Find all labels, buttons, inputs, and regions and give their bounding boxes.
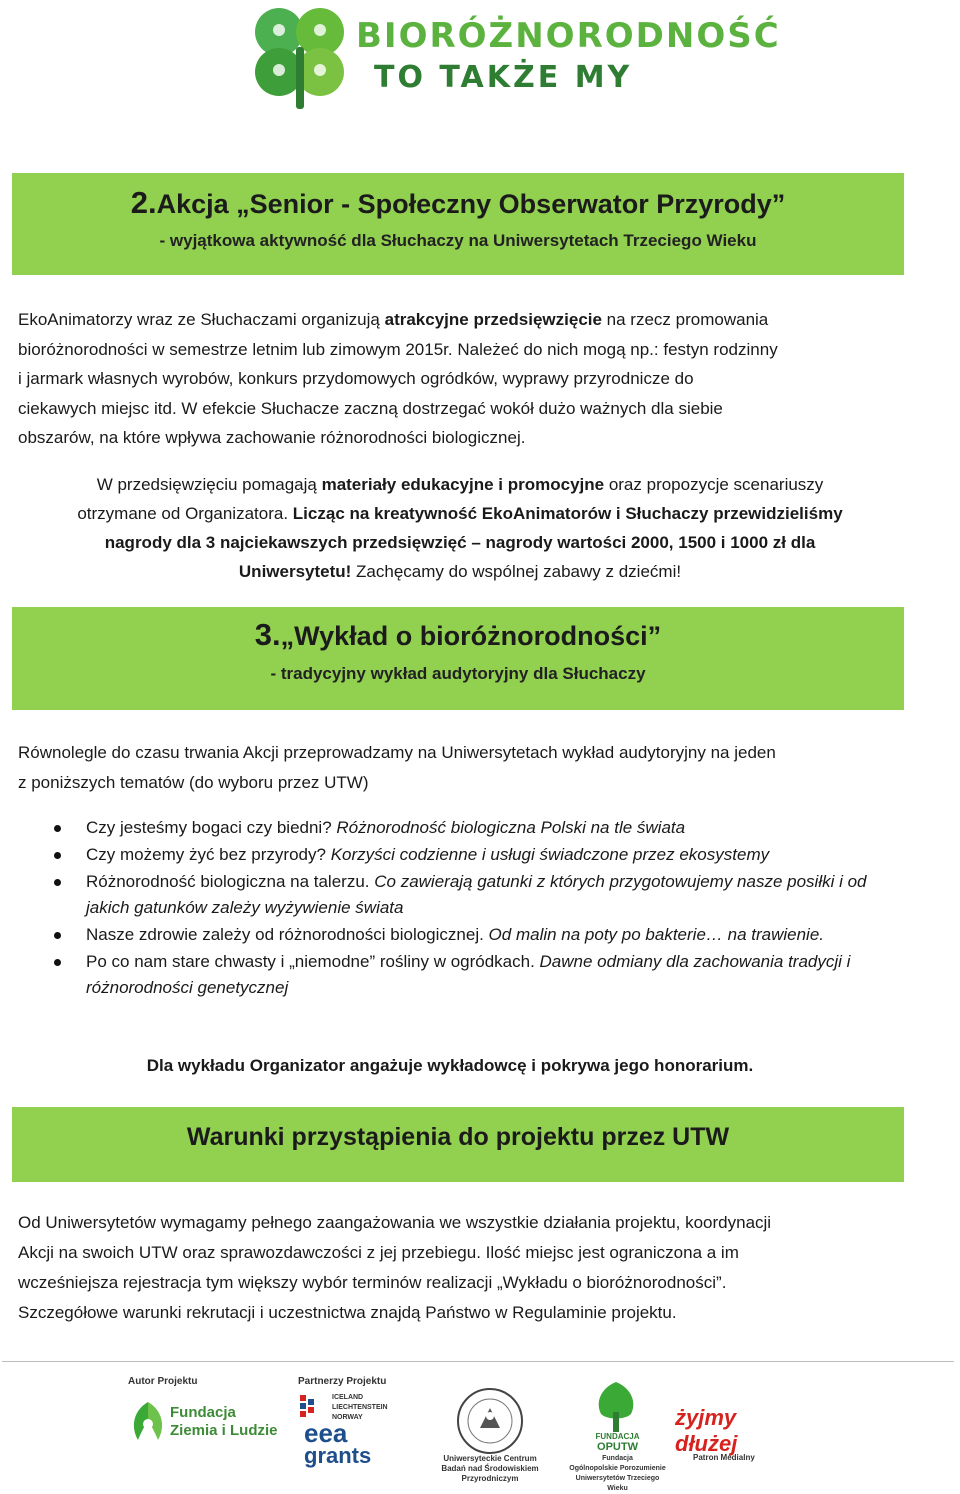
paragraph-lecture-intro	[18, 738, 918, 798]
text-bold: atrakcyjne przedsięwzięcie	[384, 310, 602, 329]
bullet-icon	[54, 825, 61, 832]
text-bold: materiały edukacyjne i promocyjne	[321, 475, 605, 494]
text-line: wcześniejsza rejestracja tym większy wybór terminów realizacji „Wykładu o bioróżnorodności”.	[18, 1273, 727, 1292]
text-line: Szczegółowe warunki rekrutacji i uczestnictwa znajdą Państwo w Regulaminie projektu.	[18, 1303, 677, 1322]
patron-label: Patron Medialny	[693, 1453, 755, 1462]
topic-text: Różnorodność biologiczna na talerzu.	[86, 872, 375, 891]
uw-caption-line: Badań nad Środowiskiem	[441, 1464, 539, 1473]
bullet-icon	[54, 879, 61, 886]
text-line: Od Uniwersytetów wymagamy pełnego zaangażowania we wszystkie działania projektu, koordynacji	[18, 1213, 772, 1232]
footer-divider	[2, 1361, 954, 1362]
text-line: z poniższych tematów (do wyboru przez UTW)	[18, 773, 369, 792]
eea-country: ICELAND	[332, 1394, 364, 1401]
section-2-banner	[12, 173, 904, 275]
bullet-icon	[54, 932, 61, 939]
logo-tagline: TO TAKŻE MY	[374, 60, 633, 95]
section-2-subtitle: - wyjątkowa aktywność dla Słuchaczy na Uniwersytetach Trzeciego Wieku	[159, 231, 757, 250]
clover-icon	[246, 2, 356, 112]
topic-italic: Dawne odmiany dla zachowania tradycji i różnorodności genetycznej	[86, 952, 851, 997]
uw-caption	[440, 1454, 540, 1484]
topic-italic: Różnorodność biologiczna Polski na tle świata	[336, 818, 686, 837]
lecture-topics-list	[54, 815, 904, 1002]
paragraph-action-description	[18, 305, 918, 453]
bullet-icon	[54, 852, 61, 859]
text-line: bioróżnorodności w semestrze letnim lub zimowym 2015r. Należeć do nich mogą np.: festyn rodzinny	[18, 339, 778, 359]
list-item	[54, 922, 904, 948]
oputw-caption-line: Fundacja	[602, 1455, 633, 1462]
text-line: Akcji na swoich UTW oraz sprawozdawczości z jej przebiegu. Ilość miejsc jest ograniczona a im	[18, 1243, 739, 1262]
oputw-badge	[565, 1432, 670, 1452]
oputw-line: FUNDACJA	[595, 1432, 640, 1441]
list-item	[54, 815, 904, 841]
text-line: ciekawych miejsc itd. W efekcie Słuchacze zaczną dostrzegać wokół dużo ważnych dla siebie	[18, 398, 723, 418]
section-2-title	[12, 185, 904, 221]
text-span: Zachęcamy do wspólnej zabawy z dziećmi!	[351, 562, 682, 581]
leaf-people-icon	[128, 1400, 168, 1446]
uw-logo	[440, 1386, 540, 1484]
uw-caption-line: Uniwersyteckie Centrum	[443, 1454, 537, 1463]
grants-word: grants	[304, 1443, 372, 1468]
section-4-banner	[12, 1107, 904, 1182]
text-span: otrzymane od Organizatora.	[77, 504, 293, 523]
list-item	[54, 842, 904, 868]
section-3-number: 3.	[254, 617, 281, 652]
topic-italic: Co zawierają gatunki z których przygotowujemy nasze posiłki i od jakich gatunków zależy wyżywienie świata	[86, 872, 867, 917]
text-bold: nagrody dla 3 najciekawszych przedsięwzięć – nagrody wartości 2000, 1500 i 1000 zł dla	[104, 533, 816, 552]
section-3-subtitle: - tradycyjny wykład audytoryjny dla Słuchaczy	[270, 664, 646, 683]
text-bold: Licząc na kreatywność EkoAnimatorów i Słuchaczy przewidzieliśmy	[292, 504, 843, 523]
section-4-title: Warunki przystąpienia do projektu przez UTW	[186, 1123, 730, 1151]
partners-label: Partnerzy Projektu	[298, 1376, 387, 1387]
paragraph-conditions	[18, 1208, 918, 1328]
topic-italic: Korzyści codzienne i usługi świadczone przez ekosystemy	[330, 845, 770, 864]
topic-text: Czy jesteśmy bogaci czy biedni?	[86, 818, 337, 837]
bullet-icon	[54, 959, 61, 966]
zyjmy-wordmark: żyjmy dłużej	[675, 1405, 738, 1456]
oputw-caption-line: Uniwersytetów Trzeciego Wieku	[575, 1475, 660, 1492]
text-line: Równolegle do czasu trwania Akcji przeprowadzamy na Uniwersytetach wykład audytoryjny na jeden	[18, 743, 776, 762]
logo-title: BIORÓŻNORODNOŚĆ	[356, 16, 781, 56]
eea-country: LIECHTENSTEIN	[332, 1404, 388, 1411]
paragraph-materials-prizes	[20, 470, 900, 586]
project-logo	[246, 2, 781, 112]
list-item	[54, 949, 904, 1001]
section-2-heading: Akcja „Senior - Społeczny Obserwator Przyrody”	[156, 189, 786, 219]
author-label: Autor Projektu	[128, 1376, 198, 1387]
text-bold: Uniwersytetu!	[238, 562, 352, 581]
eea-country: NORWAY	[332, 1414, 363, 1421]
section-3-title	[12, 617, 904, 653]
oputw-caption	[565, 1454, 670, 1494]
oputw-logo	[565, 1380, 670, 1492]
uw-caption-line: Przyrodniczym	[461, 1474, 519, 1483]
organizer-note: Dla wykładu Organizator angażuje wykładowcę i pokrywa jego honorarium.	[146, 1056, 754, 1075]
university-seal-icon	[455, 1386, 525, 1456]
text-line: obszarów, na które wpływa zachowanie różnorodności biologicznej.	[18, 428, 526, 447]
section-2-number: 2.	[130, 185, 157, 220]
zyjmy-dluzej-logo	[675, 1405, 795, 1469]
topic-text: Nasze zdrowie zależy od różnorodności biologicznej.	[86, 925, 489, 944]
oputw-line: OPUTW	[597, 1441, 638, 1453]
fundacja-ziemia-logo	[128, 1398, 288, 1448]
list-item	[54, 869, 904, 921]
text-span: EkoAnimatorzy wraz ze Słuchaczami organizują	[18, 310, 385, 329]
eea-grants-logo	[300, 1393, 415, 1473]
eea-word: eea	[304, 1418, 348, 1448]
text-span: W przedsięwzięciu pomagają	[96, 475, 322, 494]
topic-italic: Od malin na poty po bakterie… na trawienie.	[488, 925, 825, 944]
fundacja-line2: Ziemia i Ludzie	[170, 1422, 278, 1439]
topic-text: Czy możemy żyć bez przyrody?	[86, 845, 331, 864]
tree-icon	[591, 1380, 641, 1436]
text-line: i jarmark własnych wyrobów, konkurs przydomowych ogródków, wyprawy przyrodnicze do	[18, 369, 694, 388]
topic-text: Po co nam stare chwasty i „niemodne” rośliny w ogródkach.	[86, 952, 540, 971]
fundacja-line1: Fundacja	[170, 1404, 236, 1421]
text-span: na rzecz promowania	[601, 310, 769, 329]
section-3-heading: „Wykład o bioróżnorodności”	[280, 621, 662, 651]
text-span: oraz propozycje scenariuszy	[604, 475, 824, 494]
section-3-banner	[12, 607, 904, 710]
oputw-caption-line: Ogólnopolskie Porozumienie	[569, 1465, 666, 1472]
